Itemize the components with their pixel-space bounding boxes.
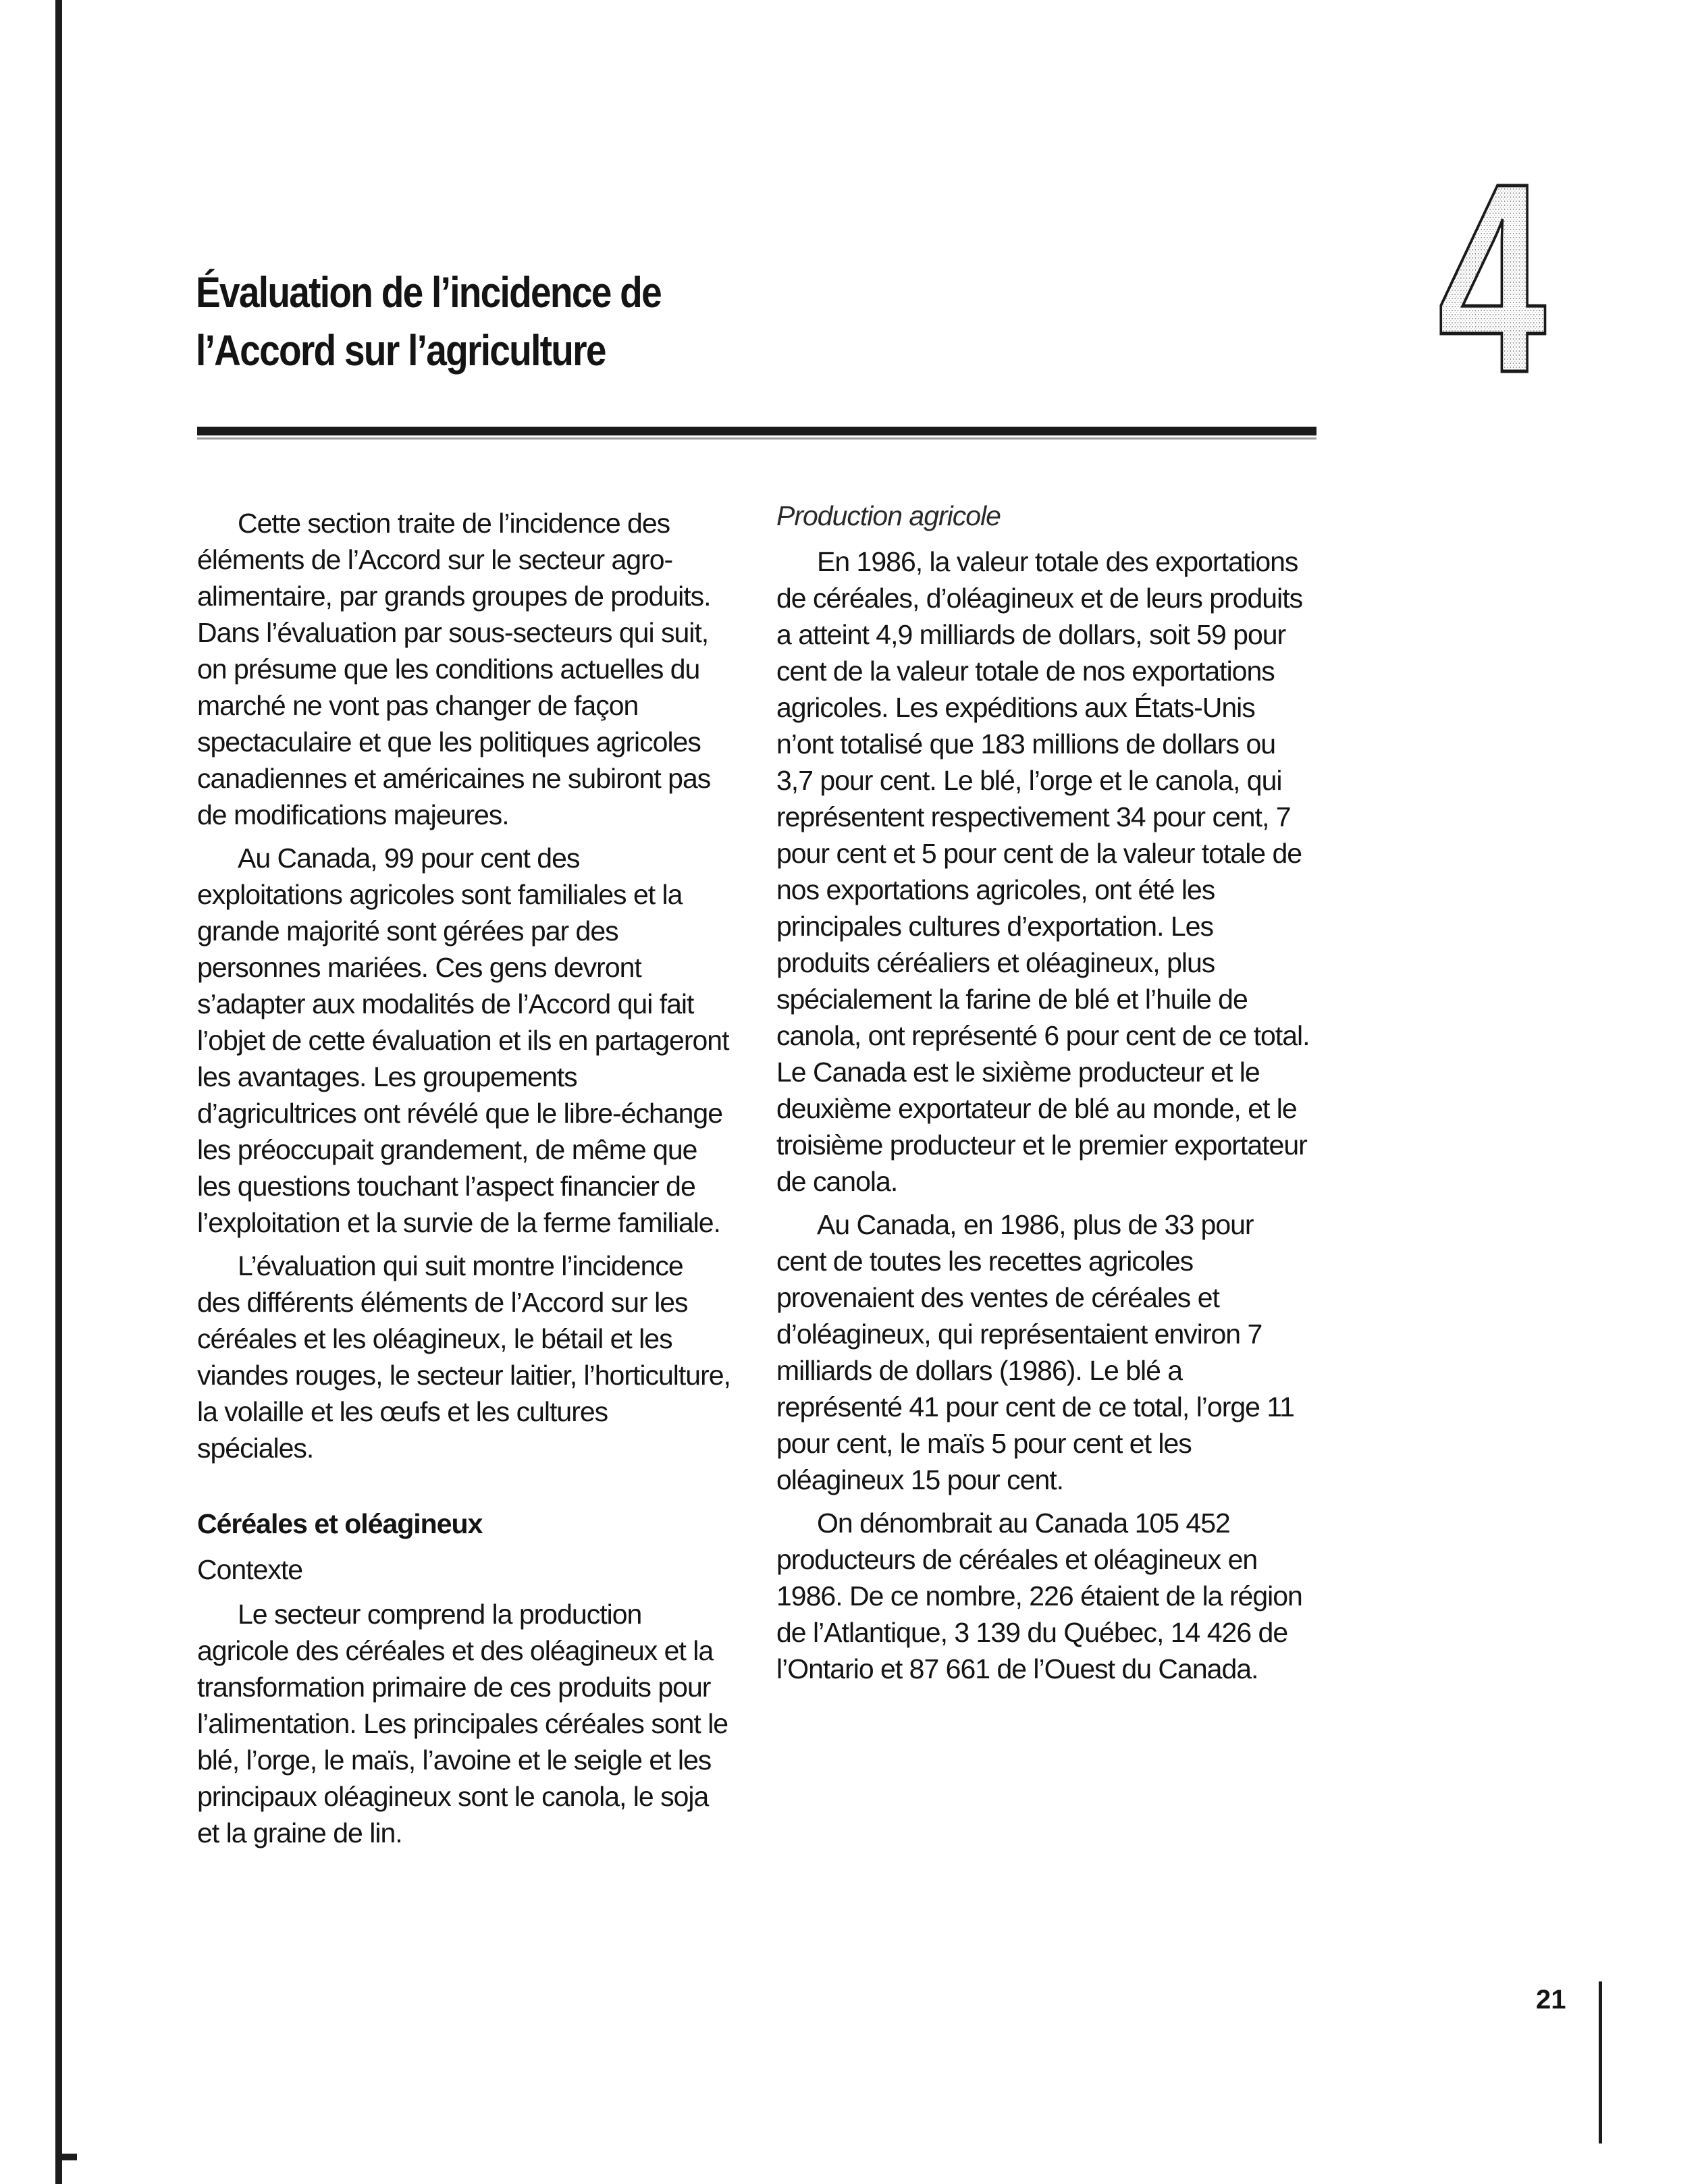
binding-edge-line xyxy=(55,0,62,2184)
right-column xyxy=(776,498,1310,1694)
page-edge-marker xyxy=(1599,1981,1602,2143)
section-rule-shadow xyxy=(197,437,1317,440)
page-number: 21 xyxy=(1536,1985,1566,2015)
production-paragraph-1: En 1986, la valeur totale des exportations de céréales, d’oléagineux et de leurs produits a atteint 4,9 milliards de dollars, soit 59 pour cent de la valeur totale de nos exportations agricoles. Les expéditions aux États-Unis n’ont totalisé que 183 millions de dollars ou 3,7 pour cent. Le blé, l’orge et le canola, qui représentent respectivement 34 pour cent, 7 pour cent et 5 pour cent de la valeur totale de nos exportations agricoles, ont été les principales cultures d’exportation. Les produits céréaliers et oléagineux, plus spécialement la farine de blé et l’huile de canola, ont représenté 6 pour cent de ce total. Le Canada est le sixième producteur et le deuxième exportateur de blé au monde, et le troisième producteur et le premier exportateur de canola. xyxy=(776,546,1310,1197)
intro-paragraph-2: Au Canada, 99 pour cent des exploitations agricoles sont familiales et la grande majorité sont gérées par des personnes mariées. Ces gens devront s’adapter aux modalités de l’Accord qui fait l’objet de cette évaluation et ils en partageront les avantages. Les groupements d’agricultrices ont révélé que le libre-échange les préoccupait grandement, de même que les questions touchant l’aspect financier de l’exploitation et la survie de la ferme familiale. xyxy=(197,843,729,1238)
chapter-title-line-2: l’Accord sur l’agriculture xyxy=(196,326,606,375)
intro-paragraph-3: L’évaluation qui suit montre l’incidence des différents éléments de l’Accord sur les céréales et les oléagineux, le bétail et les viandes rouges, le secteur laitier, l’horticulture, la volaille et les œufs et les cultures spéciales. xyxy=(197,1250,730,1464)
intro-paragraph-1: Cette section traite de l’incidence des éléments de l’Accord sur le secteur agro-alimentaire, par grands groupes de produits. Dans l’évaluation par sous-secteurs qui suit, on présume que les conditions actuelles du marché ne vont pas changer de façon spectaculaire et que les politiques agricoles canadiennes et américaines ne subiront pas de modifications majeures. xyxy=(197,508,711,830)
production-subheading: Production agricole xyxy=(776,500,1001,531)
production-paragraph-3: On dénombrait au Canada 105 452 producteurs de céréales et oléagineux en 1986. De ce nombre, 226 étaient de la région de l’Atlantique, 3 139 du Québec, 14 426 de l’Ontario et 87 661 de l’Ouest du Canada. xyxy=(776,1508,1302,1684)
binding-edge-tail xyxy=(55,2154,77,2160)
section-rule xyxy=(197,427,1317,435)
chapter-number xyxy=(1411,155,1573,398)
production-paragraph-2: Au Canada, en 1986, plus de 33 pour cent de toutes les recettes agricoles provenaient des ventes de céréales et d’oléagineux, qui représentaient environ 7 milliards de dollars (1986). Le blé a représenté 41 pour cent de ce total, l’orge 11 pour cent, le maïs 5 pour cent et les oléagineux 15 pour cent. xyxy=(776,1209,1294,1495)
chapter-title-line-1: Évaluation de l’incidence de xyxy=(196,268,661,317)
chapter-title xyxy=(196,263,834,379)
left-column xyxy=(197,505,730,1858)
section-heading: Céréales et oléagineux xyxy=(197,1508,483,1539)
context-paragraph: Le secteur comprend la production agricole des céréales et des oléagineux et la transformation primaire de ces produits pour l’alimentation. Les principales céréales sont le blé, l’orge, le maïs, l’avoine et le seigle et les principaux oléagineux sont le canola, le soja et la graine de lin. xyxy=(197,1599,728,1848)
context-subheading: Contexte xyxy=(197,1554,303,1585)
chapter-number-glyph: 4 xyxy=(1437,155,1547,398)
